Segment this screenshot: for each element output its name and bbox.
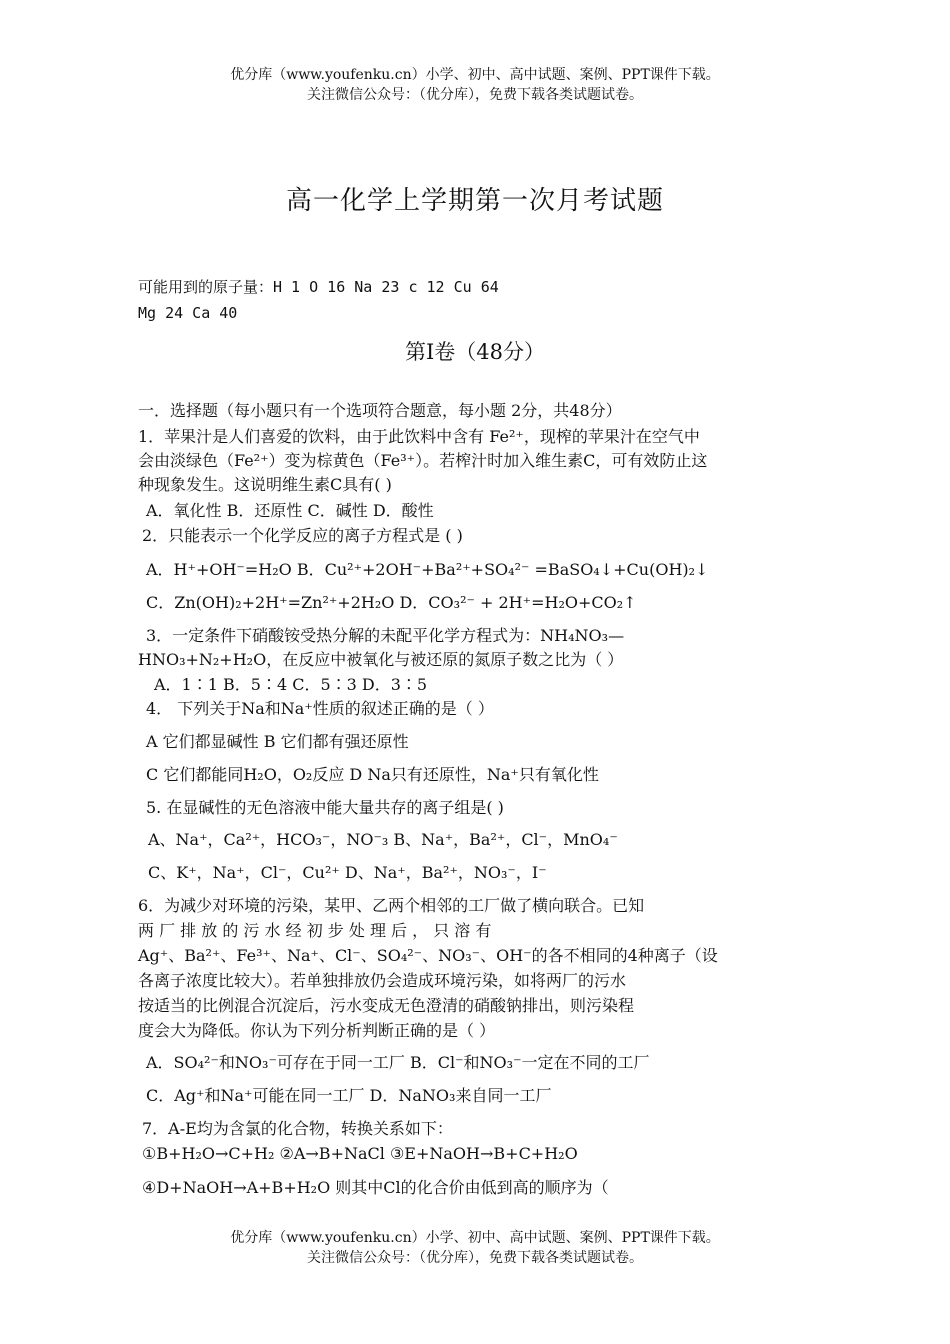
q7-stem: 7．A-E均为含氯的化合物，转换关系如下： <box>142 1119 453 1138</box>
q6-line-6: 度会大为降低。你认为下列分析判断正确的是（ ） <box>138 1021 496 1040</box>
q4-options-cd: C 它们都能同H₂O，O₂反应 D Na只有还原性，Na⁺只有氧化性 <box>146 765 599 784</box>
q2-stem: 2．只能表示一个化学反应的离子方程式是 ( ) <box>142 526 463 545</box>
q7-line-2: ①B+H₂O→C+H₂ ②A→B+NaCl ③E+NaOH→B+C+H₂O <box>142 1144 578 1163</box>
q1-line-1: 1．苹果汁是人们喜爱的饮料，由于此饮料中含有 Fe²⁺，现榨的苹果汁在空气中 <box>138 427 700 446</box>
q2-options-cd: C．Zn(OH)₂+2H⁺=Zn²⁺+2H₂O D．CO₃²⁻ + 2H⁺=H₂O+CO₂↑ <box>146 593 637 612</box>
q4-stem: 4． 下列关于Na和Na⁺性质的叙述正确的是（ ） <box>146 699 494 718</box>
q6-line-5: 按适当的比例混合沉淀后，污水变成无色澄清的硝酸钠排出，则污染程 <box>138 996 635 1015</box>
header-line-2: 关注微信公众号：（优分库），免费下载各类试题试卷。 <box>307 87 643 103</box>
q3-options: A．1∶1 B．5∶4 C．5∶3 D．3∶5 <box>154 675 428 694</box>
q3-line-1: 3．一定条件下硝酸铵受热分解的未配平化学方程式为：NH₄NO₃— <box>146 626 625 645</box>
q7-line-3: ④D+NaOH→A+B+H₂O 则其中Cl的化合价由低到高的顺序为（ <box>142 1178 609 1197</box>
q1-line-2: 会由淡绿色（Fe²⁺）变为棕黄色（Fe³⁺）。若榨汁时加入维生素C，可有效防止这 <box>138 451 708 470</box>
footer-line-2: 关注微信公众号：（优分库），免费下载各类试题试卷。 <box>307 1250 643 1266</box>
q5-options-ab: A、Na⁺，Ca²⁺，HCO₃⁻，NO⁻₃ B、Na⁺，Ba²⁺，Cl⁻，MnO₄⁻ <box>148 830 618 849</box>
page-title: 高一化学上学期第一次月考试题 <box>285 186 664 216</box>
q3-line-2: HNO₃+N₂+H₂O，在反应中被氧化与被还原的氮原子数之比为（ ） <box>138 650 624 669</box>
q5-options-cd: C、K⁺，Na⁺，Cl⁻，Cu²⁺ D、Na⁺，Ba²⁺，NO₃⁻，I⁻ <box>148 863 547 882</box>
atomic-masses-line-2: Mg 24 Ca 40 <box>138 304 238 322</box>
header-line-1: 优分库（www.youfenku.cn）小学、初中、高中试题、案例、PPT课件下载。 <box>230 67 720 83</box>
q1-options: A．氧化性 B．还原性 C．碱性 D．酸性 <box>146 501 434 520</box>
q6-options-ab: A．SO₄²⁻和NO₃⁻可存在于同一工厂 B．Cl⁻和NO₃⁻一定在不同的工厂 <box>146 1053 650 1072</box>
q6-line-4: 各离子浓度比较大）。若单独排放仍会造成环境污染，如将两厂的污水 <box>138 971 627 990</box>
q6-options-cd: C．Ag⁺和Na⁺可能在同一工厂 D．NaNO₃来自同一工厂 <box>146 1086 552 1105</box>
q1-line-3: 种现象发生。这说明维生素C具有( ) <box>138 475 392 494</box>
section-title: 第Ⅰ卷（48分） <box>404 340 546 364</box>
q6-line-1: 6．为减少对环境的污染，某甲、乙两个相邻的工厂做了横向联合。已知 <box>138 896 645 915</box>
footer-line-1: 优分库（www.youfenku.cn）小学、初中、高中试题、案例、PPT课件下载。 <box>230 1230 720 1246</box>
q5-stem: 5. 在显碱性的无色溶液中能大量共存的离子组是( ) <box>146 798 504 817</box>
section-intro: 一．选择题（每小题只有一个选项符合题意，每小题 2分，共48分） <box>138 401 622 420</box>
atomic-masses-line-1: 可能用到的原子量：H 1 O 16 Na 23 c 12 Cu 64 <box>138 278 499 296</box>
q4-options-ab: A 它们都显碱性 B 它们都有强还原性 <box>146 732 409 751</box>
q6-line-3: Ag⁺、Ba²⁺、Fe³⁺、Na⁺、Cl⁻、SO₄²⁻、NO₃⁻、OH⁻的各不相同的4种离子（设 <box>138 946 718 965</box>
q2-options-ab: A．H⁺+OH⁻=H₂O B．Cu²⁺+2OH⁻+Ba²⁺+SO₄²⁻ =BaSO₄↓+Cu(OH)₂↓ <box>146 560 709 579</box>
q6-line-2: 两 厂 排 放 的 污 水 经 初 步 处 理 后 ， 只 溶 有 <box>138 921 492 940</box>
